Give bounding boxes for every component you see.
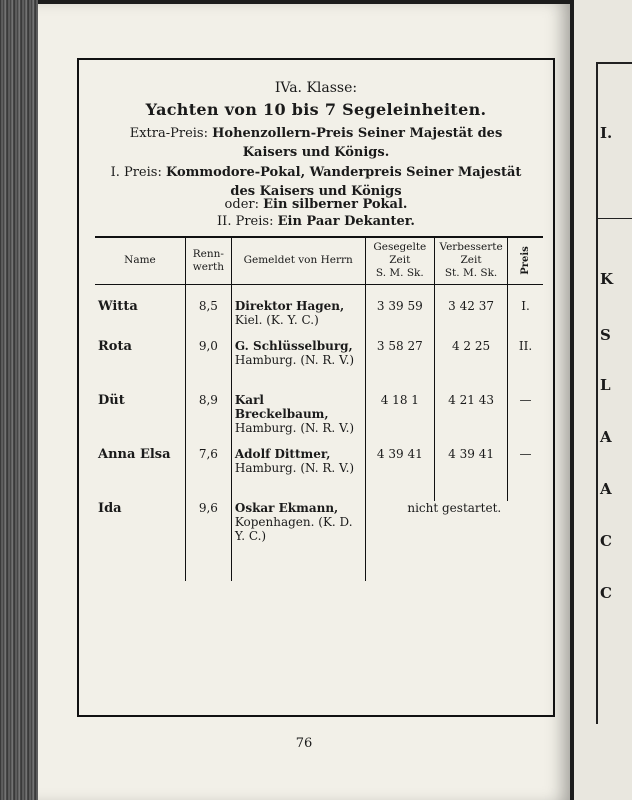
first-prize-label: I. Preis:	[110, 165, 162, 180]
yacht-owner	[231, 447, 365, 501]
yacht-name: Witta	[98, 299, 138, 314]
regatta-results-box	[77, 58, 555, 717]
yacht-owner	[231, 501, 365, 581]
sailed-time: 3 39 59	[365, 285, 435, 340]
yacht-name: Ida	[98, 501, 122, 516]
right-page-fragment: S	[600, 326, 611, 344]
owner-location: Kiel. (K. Y. C.)	[234, 313, 319, 327]
owner-location: Hamburg. (N. R. V.)	[234, 461, 355, 475]
table-row	[95, 339, 543, 393]
second-prize	[79, 212, 553, 231]
yacht-rating: 8,5	[185, 285, 231, 340]
yacht-name: Anna Elsa	[98, 447, 171, 462]
extra-prize-text: Hohenzollern-Preis Seiner Majestät des Kaisers und Königs.	[212, 126, 503, 160]
table-header-row	[95, 237, 543, 285]
second-prize-label: II. Preis:	[217, 214, 274, 229]
table-row	[95, 501, 543, 581]
header-corrected-label: Verbesserte Zeit	[439, 241, 503, 266]
yacht-owner	[231, 393, 365, 447]
prize-awarded: —	[508, 393, 543, 447]
right-page-fragment: C	[600, 584, 612, 602]
corrected-time: 4 39 41	[435, 447, 508, 501]
first-prize-text: Kommodore-Pokal, Wanderpreis Seiner Majestät des Kaisers und Königs	[165, 165, 522, 199]
header-rating: Renn-werth	[185, 237, 231, 285]
header-sailed-time	[365, 237, 435, 285]
yacht-owner	[231, 285, 365, 340]
corrected-time: 4 21 43	[435, 393, 508, 447]
yacht-name: Düt	[98, 393, 125, 408]
header-owner: Gemeldet von Herrn	[231, 237, 365, 285]
class-heading: IVa. Klasse:	[274, 80, 358, 96]
book-spine	[0, 0, 38, 800]
owner-name: Adolf Dittmer,	[234, 447, 331, 461]
yacht-rating: 7,6	[185, 447, 231, 501]
not-started-note: nicht gestartet.	[365, 501, 543, 581]
results-table	[95, 236, 543, 581]
alt-prize-text: Ein silberner Pokal.	[263, 197, 408, 212]
right-page-fragment: K	[600, 270, 614, 288]
header-sailed-label: Gesegelte Zeit	[373, 241, 427, 266]
owner-name: Karl Breckelbaum,	[234, 393, 329, 421]
page-number: 76	[295, 736, 313, 751]
yacht-rating: 8,9	[185, 393, 231, 447]
prize-awarded: —	[508, 447, 543, 501]
prize-awarded: I.	[508, 285, 543, 340]
yacht-name: Rota	[98, 339, 132, 354]
header-name: Name	[95, 237, 185, 285]
owner-name: Direktor Hagen,	[234, 299, 345, 313]
owner-location: Kopenhagen. (K. D. Y. C.)	[234, 515, 353, 543]
yacht-rating: 9,0	[185, 339, 231, 393]
header-corrected-units: St. M. Sk.	[444, 267, 498, 279]
right-page-fragment: C	[600, 532, 612, 550]
owner-name: G. Schlüsselburg,	[234, 339, 353, 353]
sailed-time: 3 58 27	[365, 339, 435, 393]
sailed-time: 4 39 41	[365, 447, 435, 501]
right-page-fragment: A	[600, 480, 612, 498]
table-row	[95, 447, 543, 501]
corrected-time: 3 42 37	[435, 285, 508, 340]
table-row	[95, 393, 543, 447]
header-prize	[508, 237, 543, 285]
prize-awarded: II.	[508, 339, 543, 393]
class-title: Yachten von 10 bis 7 Segeleinheiten.	[145, 100, 487, 119]
second-prize-text: Ein Paar Dekanter.	[277, 214, 415, 229]
corrected-time: 4 2 25	[435, 339, 508, 393]
owner-location: Hamburg. (N. R. V.)	[234, 421, 355, 435]
owner-location: Hamburg. (N. R. V.)	[234, 353, 355, 367]
right-page-fragment: I.	[600, 124, 613, 142]
header-sailed-units: S. M. Sk.	[375, 267, 424, 279]
right-page-fragment: L	[600, 376, 611, 394]
sailed-time: 4 18 1	[365, 393, 435, 447]
extra-prize	[79, 124, 553, 162]
table-row	[95, 285, 543, 340]
header-prize-label: Preis	[520, 246, 532, 275]
right-page-fragment: A	[600, 428, 612, 446]
right-page-edge	[574, 0, 632, 800]
owner-name: Oskar Ekmann,	[234, 501, 339, 515]
yacht-rating: 9,6	[185, 501, 231, 581]
extra-prize-label: Extra-Preis:	[129, 126, 208, 141]
right-page-rule	[598, 218, 632, 219]
yacht-owner	[231, 339, 365, 393]
alt-prize-label: oder:	[224, 197, 259, 212]
header-corrected-time	[435, 237, 508, 285]
